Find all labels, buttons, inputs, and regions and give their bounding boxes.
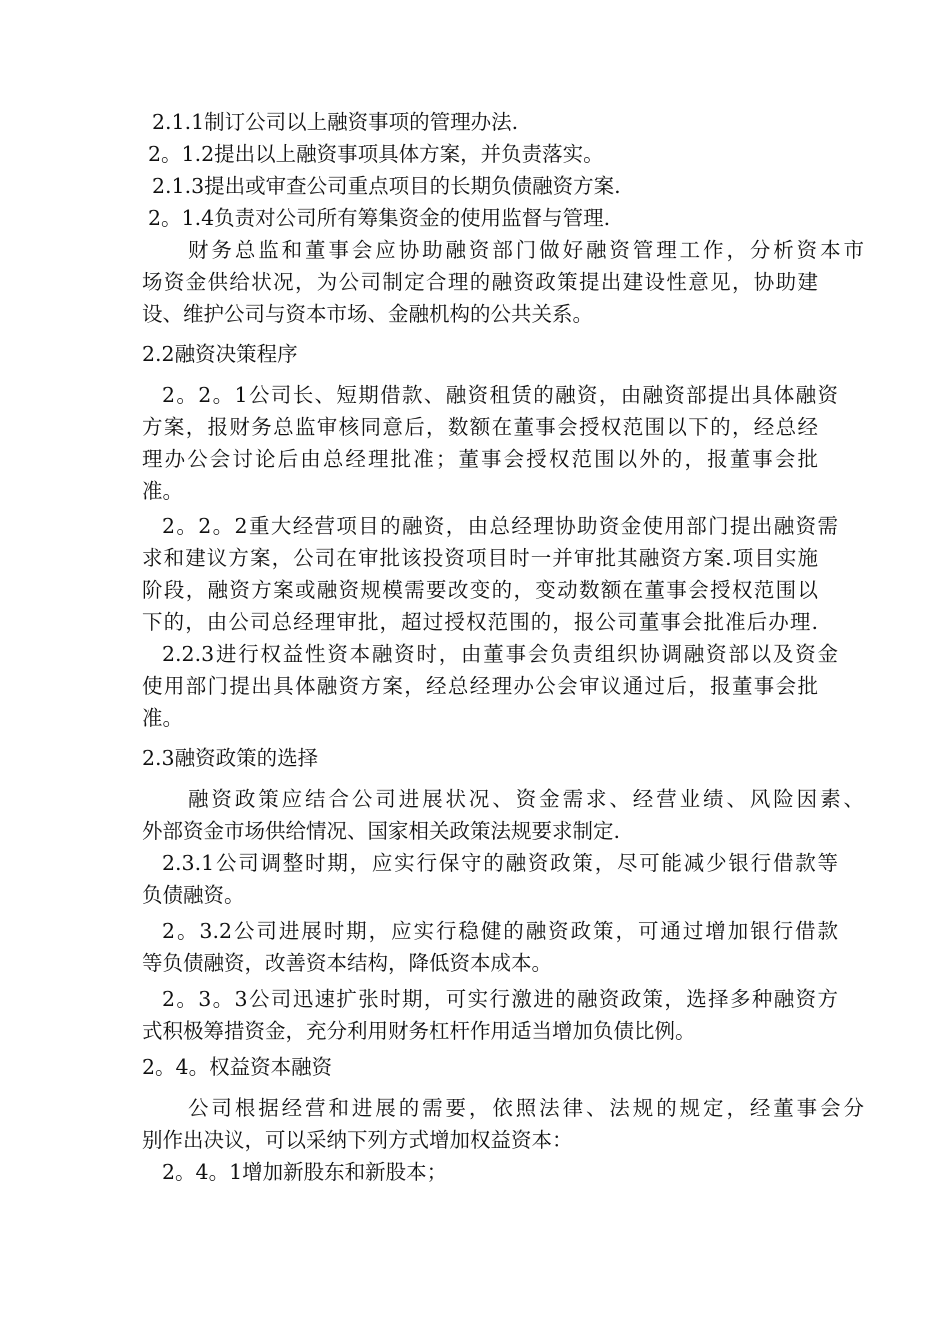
item-2-1-4: 2。1.4负责对公司所有筹集资金的使用监督与管理. [148,206,611,230]
section-heading-2-3: 2.3融资政策的选择 [142,746,319,770]
paragraph-line: 别作出决议，可以采纳下列方式增加权益资本： [142,1128,573,1152]
paragraph-line: 下的，由公司总经理审批，超过授权范围的，报公司董事会批准后办理. [142,610,818,634]
paragraph-line: 理办公会讨论后由总经理批准；董事会授权范围以外的，报董事会批 [142,447,818,471]
paragraph-line: 求和建议方案，公司在审批该投资项目时一并审批其融资方案.项目实施 [142,546,818,570]
paragraph-line: 外部资金市场供给情况、国家相关政策法规要求制定. [142,819,621,843]
paragraph-line: 式积极筹措资金，充分利用财务杠杆作用适当增加负债比例。 [142,1019,696,1043]
item-2-1-1: 2.1.1制订公司以上融资事项的管理办法. [152,110,519,134]
section-heading-2-2: 2.2融资决策程序 [142,342,298,366]
item-2-3-2: 2。3.2公司进展时期，应实行稳健的融资政策，可通过增加银行借款 [162,919,838,943]
item-2-2-2: 2。2。2重大经营项目的融资，由总经理协助资金使用部门提出融资需 [162,514,838,538]
paragraph-line: 设、维护公司与资本市场、金融机构的公共关系。 [142,302,593,326]
paragraph-line: 准。 [142,706,183,730]
paragraph-line: 融资政策应结合公司进展状况、资金需求、经营业绩、风险因素、 [188,787,864,811]
paragraph-line: 使用部门提出具体融资方案，经总经理办公会审议通过后，报董事会批 [142,674,818,698]
item-2-2-1: 2。2。1公司长、短期借款、融资租赁的融资，由融资部提出具体融资 [162,383,838,407]
paragraph-line: 财务总监和董事会应协助融资部门做好融资管理工作，分析资本市 [188,238,864,262]
section-heading-2-4: 2。4。权益资本融资 [142,1055,333,1079]
paragraph-line: 等负债融资，改善资本结构，降低资本成本。 [142,951,552,975]
paragraph-line: 公司根据经营和进展的需要，依照法律、法规的规定，经董事会分 [188,1096,864,1120]
paragraph-line: 准。 [142,479,183,503]
paragraph-line: 阶段，融资方案或融资规模需要改变的，变动数额在董事会授权范围以 [142,578,818,602]
paragraph-line: 方案，报财务总监审核同意后，数额在董事会授权范围以下的，经总经 [142,415,818,439]
paragraph-line: 场资金供给状况，为公司制定合理的融资政策提出建设性意见，协助建 [142,270,818,294]
item-2-2-3: 2.2.3进行权益性资本融资时，由董事会负责组织协调融资部以及资金 [162,642,838,666]
item-2-1-2: 2。1.2提出以上融资事项具体方案，并负责落实。 [148,142,604,166]
item-2-3-3: 2。3。3公司迅速扩张时期，可实行激进的融资政策，选择多种融资方 [162,987,838,1011]
item-2-4-1: 2。4。1增加新股东和新股本； [162,1160,448,1184]
paragraph-line: 负债融资。 [142,883,245,907]
item-2-3-1: 2.3.1公司调整时期，应实行保守的融资政策，尽可能减少银行借款等 [162,851,838,875]
item-2-1-3: 2.1.3提出或审查公司重点项目的长期负债融资方案. [152,174,621,198]
